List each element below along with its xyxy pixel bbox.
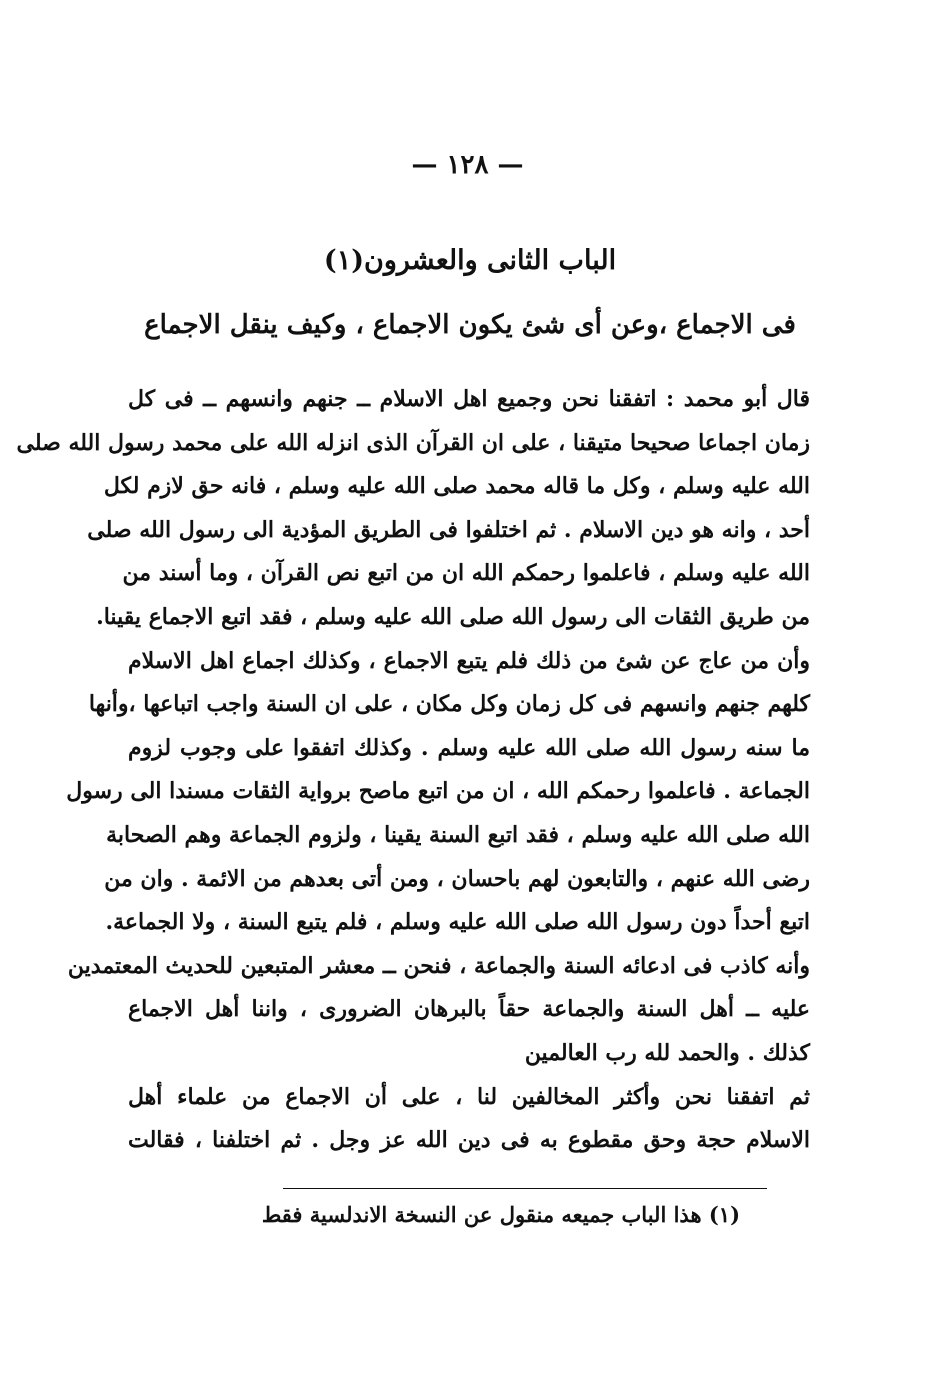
text-line: زمان اجماعا صحيحا متيقنا ، على ان القرآن الذى انزله الله على محمد رسول الله صلى	[16, 429, 810, 456]
text-line: عليه ــ أهل السنة والجماعة حقاً بالبرهان الضرورى ، واننا أهل الاجماع	[128, 996, 810, 1023]
text-line: وأنه كاذب فى ادعائه السنة والجماعة ، فنحن ــ معشر المتبعين للحديث المعتمدين	[67, 952, 810, 979]
text-line: ثم اتفقنا نحن وأكثر المخالفين لنا ، على أن الاجماع من علماء أهل	[128, 1083, 810, 1110]
text-line: الله عليه وسلم ، وكل ما قاله محمد صلى الله عليه وسلم ، فانه حق لازم لكل	[103, 473, 810, 500]
text-line: الله صلى الله عليه وسلم ، فقد اتبع السنة يقينا ، ولزوم الجماعة وهم الصحابة	[106, 821, 810, 848]
footnote: (١) هذا الباب جميعه منقول عن النسخة الاندلسية فقط	[261, 1202, 740, 1227]
text-line: قال أبو محمد : اتفقنا نحن وجميع اهل الاسلام ــ جنهم وانسهم ــ فى كل	[128, 386, 810, 412]
text-line: ما سنه رسول الله صلى الله عليه وسلم . وكذلك اتفقوا على وجوب لزوم	[128, 734, 810, 761]
footnote-divider	[283, 1188, 767, 1189]
chapter-title: الباب الثانى والعشرون(١)	[323, 245, 617, 276]
text-line: الله عليه وسلم ، فاعلموا رحمكم الله ان من اتبع نص القرآن ، وما أسند من	[122, 560, 810, 587]
text-line: اتبع أحداً دون رسول الله صلى الله عليه وسلم ، فلم يتبع السنة ، ولا الجماعة.	[105, 909, 810, 936]
text-line: الجماعة . فاعلموا رحمكم الله ، ان من اتبع ماصح برواية الثقات مسندا الى رسول	[66, 778, 810, 805]
text-line: من طريق الثقات الى رسول الله صلى الله عليه وسلم ، فقد اتبع الاجماع يقينا.	[96, 603, 810, 630]
text-line: وأن من عاج عن شئ من ذلك فلم يتبع الاجماع ، وكذلك اجماع اهل الاسلام	[128, 647, 810, 674]
text-line: الاسلام حجة وحق مقطوع به فى دين الله عز وجل . ثم اختلفنا ، فقالت	[128, 1127, 810, 1154]
page-number: — ١٢٨ —	[411, 150, 524, 180]
chapter-subtitle: فى الاجماع ،وعن أى شئ يكون الاجماع ، وكيف ينقل الاجماع	[144, 310, 796, 340]
text-line: رضى الله عنهم ، والتابعون لهم باحسان ، ومن أتى بعدهم من الائمة . وان من	[104, 865, 810, 892]
text-line: أحد ، وانه هو دين الاسلام . ثم اختلفوا فى الطريق المؤدية الى رسول الله صلى	[87, 516, 810, 543]
body-text	[16, 378, 810, 1163]
text-line: كذلك . والحمد لله رب العالمين	[524, 1039, 810, 1066]
text-line: كلهم جنهم وانسهم فى كل زمان وكل مكان ، على ان السنة واجب اتباعها ،وأنها	[88, 691, 810, 718]
